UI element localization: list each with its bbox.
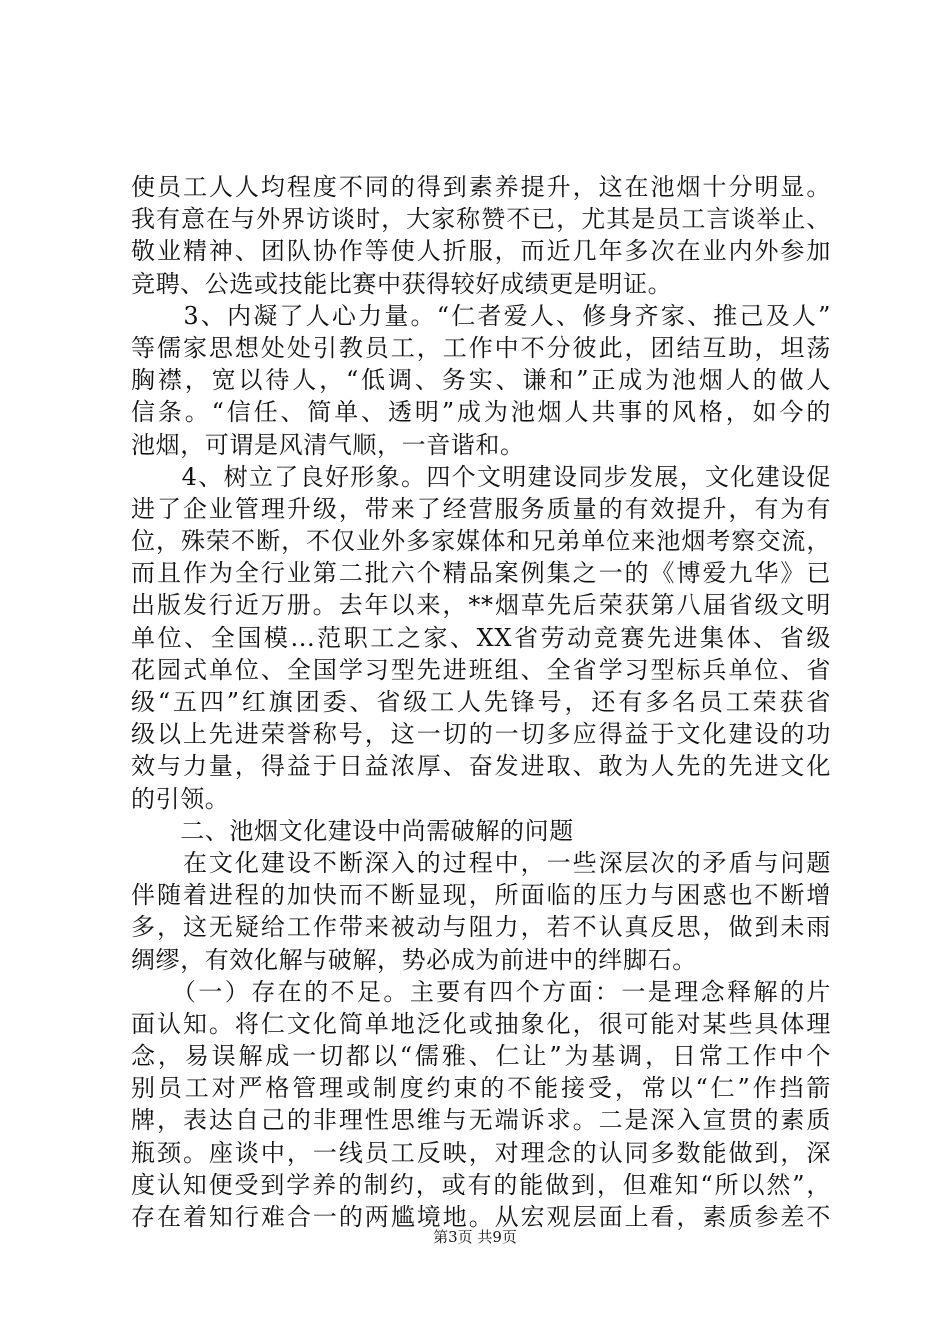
body-line: 单位、全国模...范职工之家、XX省劳动竞赛先进集体、省级 [131,623,831,652]
body-line: 的引领。 [131,784,230,813]
body-line: 3、内凝了人心力量。“仁者爱人、修身齐家、推己及人” [131,301,831,330]
body-line: 别员工对严格管理或制度约束的不能接受，常以“仁”作挡箭 [131,1074,831,1103]
body-line: 在文化建设不断深入的过程中，一些深层次的矛盾与问题 [131,848,831,877]
body-line: 面认知。将仁文化简单地泛化或抽象化，很可能对某些具体理 [131,1009,831,1038]
body-line: 花园式单位、全国学习型先进班组、全省学习型标兵单位、省 [131,655,831,684]
body-line: 使员工人人均程度不同的得到素养提升，这在池烟十分明显。 [131,173,831,201]
body-line: 我有意在与外界访谈时，大家称赞不已，尤其是员工言谈举止、 [131,205,831,234]
body-line: 出版发行近万册。去年以来，**烟草先后荣获第八届省级文明 [131,591,831,620]
body-line: 瓶颈。座谈中，一线员工反映，对理念的认同多数能做到，深 [131,1138,831,1167]
body-line: 牌，表达自己的非理性思维与无端诉求。二是深入宣贯的素质 [131,1106,831,1135]
body-line: 等儒家思想处处引教员工，工作中不分彼此，团结互助，坦荡 [131,333,831,362]
body-line: 效与力量，得益于日益浓厚、奋发进取、敢为人先的先进文化 [131,752,831,781]
body-line: 竞聘、公选或技能比赛中获得较好成绩更是明证。 [131,269,673,298]
body-line: 进了企业管理升级，带来了经营服务质量的有效提升，有为有 [131,494,831,523]
body-line: 敬业精神、团队协作等使人折服，而近几年多次在业内外参加 [131,237,831,266]
document-body [131,171,831,1233]
body-line: 4、树立了良好形象。四个文明建设同步发展，文化建设促 [131,462,831,491]
body-line: 信条。“信任、简单、透明”成为池烟人共事的风格，如今的 [131,398,831,427]
body-line: 池烟，可谓是风清气顺，一音谐和。 [131,430,525,459]
body-line: 存在着知行难合一的两尴境地。从宏观层面上看，素质参差不 [131,1203,831,1231]
body-line: 级“五四”红旗团委、省级工人先锋号，还有多名员工荣获省 [131,688,831,716]
body-line: （一）存在的不足。主要有四个方面：一是理念释解的片 [131,977,831,1006]
body-line: 度认知便受到学养的制约，或有的能做到，但难知“所以然”， [131,1170,831,1199]
page-number-footer: 第3页 共9页 [433,1228,517,1246]
body-line: 胸襟，宽以待人，“低调、务实、谦和”正成为池烟人的做人 [131,366,831,395]
section-heading: 二、池烟文化建设中尚需破解的问题 [131,816,574,845]
body-line: 位，殊荣不断，不仅业外多家媒体和兄弟单位来池烟考察交流， [131,527,831,556]
body-line: 多，这无疑给工作带来被动与阻力，若不认真反思，做到未雨 [131,913,831,942]
body-line: 念，易误解成一切都以“儒雅、仁让”为基调，日常工作中个 [131,1042,831,1071]
body-line: 绸缪，有效化解与破解，势必成为前进中的绊脚石。 [131,945,697,974]
body-line: 伴随着进程的加快而不断显现，所面临的压力与困惑也不断增 [131,881,831,910]
body-line: 而且作为全行业第二批六个精品案例集之一的《博爱九华》已 [131,559,831,588]
body-line: 级以上先进荣誉称号，这一切的一切多应得益于文化建设的功 [131,720,831,749]
